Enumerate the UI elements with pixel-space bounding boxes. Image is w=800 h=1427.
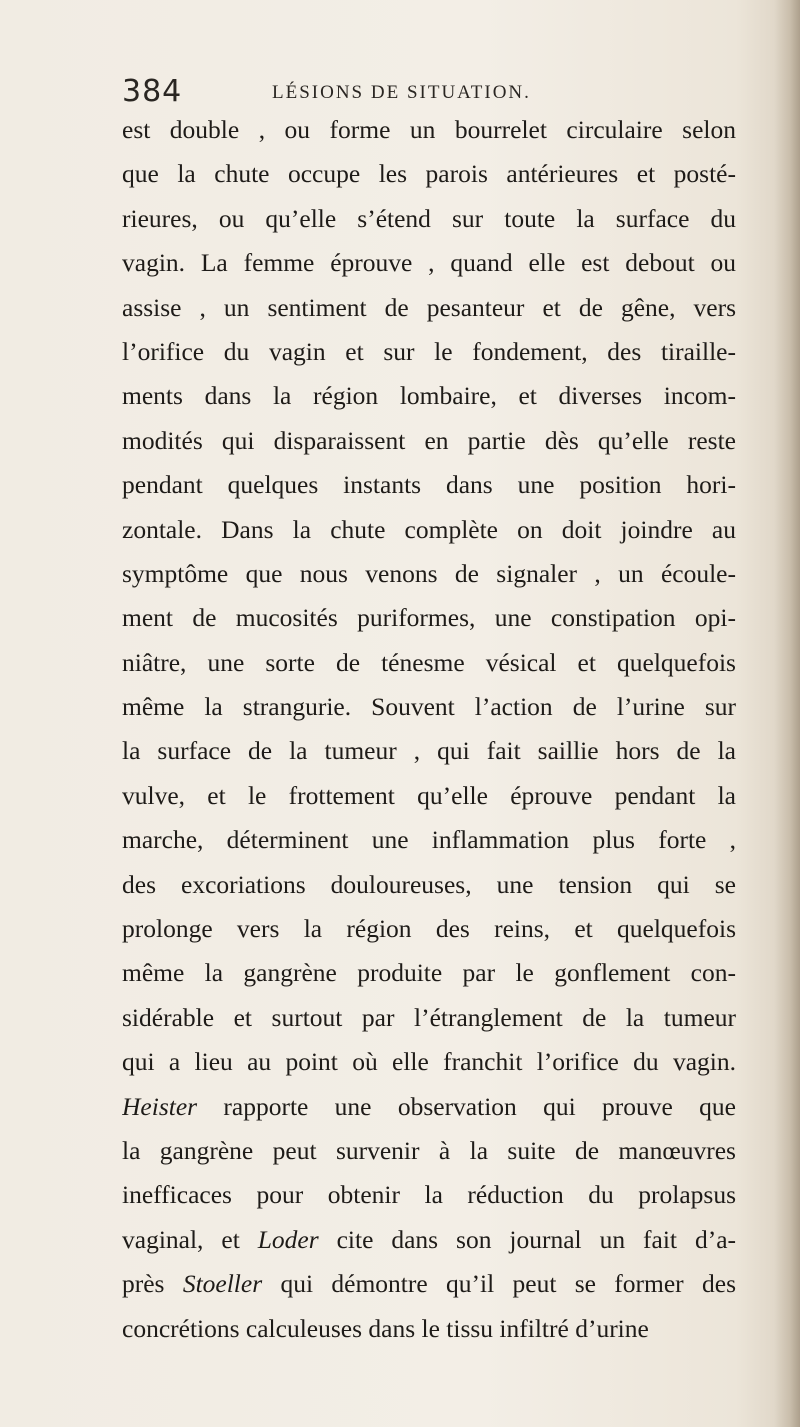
text-segment: symptôme que nous venons de signaler , un écoule- (122, 558, 736, 588)
text-segment: prolonge vers la région des reins, et quelquefois (122, 914, 736, 944)
text-line (122, 419, 736, 463)
text-line (122, 907, 736, 951)
text-line (122, 774, 736, 818)
text-segment: est double , ou forme un bourrelet circulaire selon (122, 115, 736, 144)
text-line (122, 1129, 736, 1173)
text-segment: que la chute occupe les parois antérieures et posté- (122, 159, 736, 189)
text-segment: la surface de la tumeur , qui fait saillie hors de la (122, 736, 736, 766)
text-segment: concrétions calculeuses dans le tissu infiltré d’urine (122, 1313, 649, 1343)
text-segment: près (122, 1269, 183, 1299)
text-line (122, 286, 736, 330)
text-segment: la gangrène peut survenir à la suite de manœuvres (122, 1135, 736, 1165)
text-segment: sidérable et surtout par l’étranglement de la tumeur (122, 1002, 736, 1032)
text-line (122, 152, 736, 196)
text-segment: qui démontre qu’il peut se former des (262, 1269, 736, 1299)
text-segment: même la strangurie. Souvent l’action de l’urine sur (122, 692, 736, 722)
text-line (122, 108, 736, 152)
text-segment: ment de mucosités puriformes, une constipation opi- (122, 603, 736, 633)
text-line (122, 1307, 736, 1351)
text-segment: inefficaces pour obtenir la réduction du prolapsus (122, 1180, 736, 1210)
text-segment: ments dans la région lombaire, et diverses incom- (122, 381, 736, 411)
text-segment: rapporte une observation qui prouve que (197, 1091, 736, 1121)
text-segment: modités qui disparaissent en partie dès qu’elle reste (122, 425, 736, 455)
page-number: 384 (122, 74, 183, 109)
text-line (122, 1262, 736, 1306)
text-line (122, 197, 736, 241)
cited-author: Heister (122, 1091, 198, 1121)
text-segment: qui a lieu au point où elle franchit l’orifice du vagin. (122, 1047, 736, 1077)
text-segment: des excoriations douloureuses, une tension qui se (122, 869, 736, 899)
text-line (122, 818, 736, 862)
text-line (122, 641, 736, 685)
text-line (122, 1218, 736, 1262)
text-line (122, 1085, 736, 1129)
text-line (122, 552, 736, 596)
text-segment: cite dans son journal un fait d’a- (318, 1224, 736, 1254)
text-line (122, 1173, 736, 1217)
text-line (122, 241, 736, 285)
text-segment: vagin. La femme éprouve , quand elle est debout ou (122, 248, 736, 278)
text-segment: niâtre, une sorte de ténesme vésical et quelquefois (122, 647, 736, 677)
cited-author: Loder (257, 1224, 319, 1254)
cited-author: Stoeller (182, 1269, 263, 1299)
page-edge-shadow (774, 0, 800, 1427)
text-segment: zontale. Dans la chute complète on doit joindre au (122, 514, 736, 544)
text-segment: assise , un sentiment de pesanteur et de gêne, vers (122, 292, 736, 322)
text-line (122, 951, 736, 995)
text-segment: l’orifice du vagin et sur le fondement, des tiraille- (122, 336, 736, 366)
text-line (122, 463, 736, 507)
text-line (122, 729, 736, 773)
text-line (122, 1040, 736, 1084)
text-line (122, 330, 736, 374)
text-segment: marche, déterminent une inflammation plus forte , (122, 825, 736, 855)
text-line (122, 996, 736, 1040)
text-segment: rieures, ou qu’elle s’étend sur toute la surface du (122, 203, 736, 233)
text-line (122, 508, 736, 552)
text-segment: vulve, et le frottement qu’elle éprouve pendant la (122, 780, 736, 810)
text-line (122, 374, 736, 418)
text-line (122, 685, 736, 729)
text-segment: pendant quelques instants dans une position hori- (122, 470, 736, 500)
text-segment: même la gangrène produite par le gonflement con- (122, 958, 736, 988)
text-line (122, 596, 736, 640)
running-head: LÉSIONS DE SITUATION. (272, 82, 531, 103)
body-text (122, 108, 736, 1351)
text-line (122, 863, 736, 907)
text-segment: vaginal, et (122, 1224, 258, 1254)
